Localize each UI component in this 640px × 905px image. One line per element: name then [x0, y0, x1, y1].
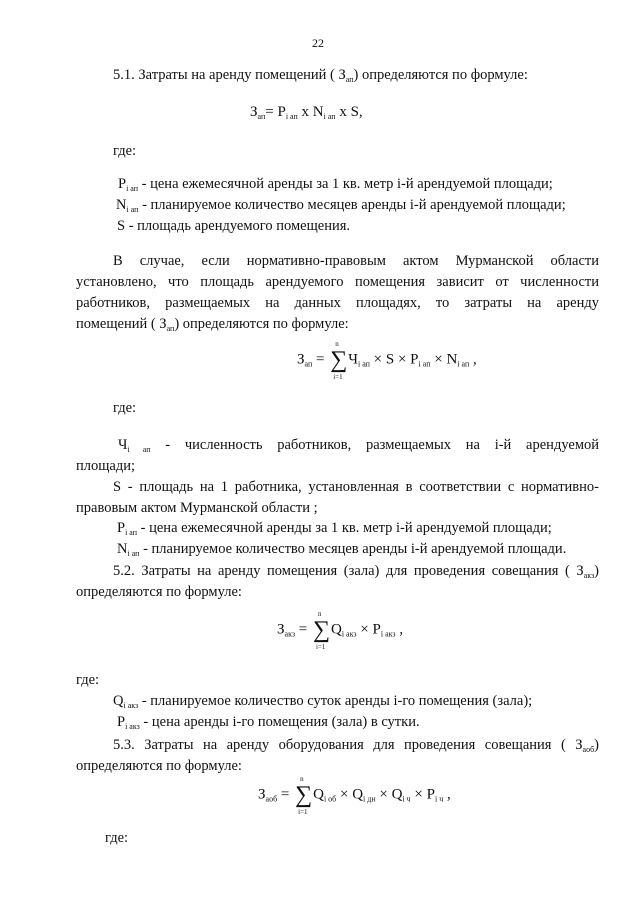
def-text: - цена ежемесячной аренды за 1 кв. метр i-й арендуемой площади;	[137, 520, 552, 536]
def-symbol: P	[118, 176, 127, 192]
formula-subscript: i ап	[323, 112, 336, 121]
sigma-glyph: ∑	[330, 347, 348, 373]
formula-3	[277, 610, 403, 650]
sum-symbol	[313, 610, 329, 650]
definition-s: S - площадь арендуемого помещения.	[117, 218, 351, 234]
paragraph-line: работников, размещаемых на данных площадях, то затраты на аренду	[76, 295, 599, 311]
heading-text-end: ) определяются по формуле:	[353, 67, 528, 83]
para-text-end: ) определяются по формуле:	[174, 316, 349, 332]
formula-part: × Q	[336, 786, 364, 803]
formula-symbol: З	[258, 786, 266, 803]
def-symbol: P	[117, 520, 126, 536]
def-subscript: i ап	[126, 205, 139, 214]
paragraph-line: установлено, что площадь арендуемого помещения зависит от численности	[76, 274, 599, 290]
formula-symbol: Q	[313, 786, 324, 803]
section-5-1-heading	[113, 66, 528, 89]
definition-p	[118, 175, 553, 198]
where-label: где:	[113, 143, 137, 159]
def-text: - планируемое количество суток аренды i-го помещения (зала);	[138, 693, 533, 709]
formula-1	[250, 104, 363, 121]
formula-4	[258, 775, 451, 815]
formula-subscript: акз	[284, 629, 296, 639]
sum-symbol	[330, 340, 346, 380]
formula-subscript: i об	[323, 794, 337, 804]
formula-part: = P	[265, 104, 286, 120]
para-subscript: ап	[166, 324, 175, 333]
section-5-3-cont: определяются по формуле:	[76, 758, 242, 774]
definition-q	[113, 692, 532, 715]
formula-subscript: i ап	[418, 359, 431, 369]
section-5-2-heading	[113, 562, 599, 585]
def-subscript: i ап	[127, 445, 151, 454]
sum-upper: n	[317, 610, 322, 618]
def-symbol: N	[117, 541, 128, 557]
def-text: - цена аренды i-го помещения (зала) в сутки.	[139, 714, 420, 730]
sum-lower: i=1	[333, 373, 343, 381]
heading-text-end: )	[594, 563, 599, 579]
formula-part: x S,	[335, 104, 363, 120]
sigma-glyph: ∑	[295, 782, 313, 808]
formula-subscript: i ап	[357, 359, 370, 369]
definition-n	[117, 540, 566, 563]
paragraph-line	[76, 315, 349, 338]
formula-part: ,	[443, 786, 451, 803]
definition-ch-cont: площади;	[76, 458, 136, 474]
formula-part: =	[312, 351, 325, 368]
formula-part: =	[277, 786, 290, 803]
formula-symbol: Q	[330, 621, 342, 638]
where-label-final: где:	[105, 830, 129, 846]
def-symbol: Q	[113, 693, 124, 709]
heading-text: 5.2. Затраты на аренду помещения (зала) для проведения совещания ( З	[113, 563, 584, 579]
formula-part: ,	[395, 621, 404, 638]
def-text: - численность работников, размещаемых на i-й арендуемой	[150, 437, 599, 453]
section-5-3-heading	[113, 736, 599, 759]
def-subscript: i ап	[126, 184, 139, 193]
formula-subscript: i акз	[341, 629, 357, 639]
formula-subscript: i дн	[363, 794, 376, 804]
definition-n	[116, 196, 566, 219]
formula-subscript: i ап	[285, 112, 298, 121]
where-label: где:	[113, 400, 137, 416]
def-text: - планируемое количество месяцев аренды i-й арендуемой площади;	[138, 197, 566, 213]
formula-2	[297, 340, 477, 380]
paragraph-line: В случае, если нормативно-правовым актом Мурманской области	[113, 253, 599, 269]
formula-part: × P	[410, 786, 435, 803]
formula-part: × N	[430, 351, 458, 368]
heading-text: 5.1. Затраты на аренду помещений ( З	[113, 67, 346, 83]
def-subscript: i акз	[125, 722, 140, 731]
formula-subscript: аоб	[265, 794, 278, 804]
definition-p	[117, 713, 420, 736]
def-text: - планируемое количество месяцев аренды i-й арендуемой площади.	[139, 541, 567, 557]
formula-subscript: i акз	[380, 629, 396, 639]
formula-part: =	[295, 621, 308, 638]
def-symbol: P	[117, 714, 126, 730]
formula-symbol: З	[277, 621, 285, 638]
sum-lower: i=1	[298, 808, 308, 816]
sigma-glyph: ∑	[312, 617, 331, 643]
formula-part: × Q	[375, 786, 403, 803]
formula-part: × S × P	[369, 351, 419, 368]
def-text: - цена ежемесячной аренды за 1 кв. метр i-й арендуемой площади;	[138, 176, 553, 192]
subscript: ап	[345, 75, 354, 84]
formula-symbol: З	[297, 351, 305, 368]
formula-part: x N	[297, 104, 324, 120]
formula-subscript: i ап	[457, 359, 470, 369]
page-number: 22	[312, 36, 324, 50]
formula-subscript: i ч	[434, 794, 444, 804]
section-5-2-cont: определяются по формуле:	[76, 584, 242, 600]
para-text: помещений ( З	[76, 316, 167, 332]
def-symbol: N	[116, 197, 127, 213]
formula-symbol: Ч	[348, 351, 358, 368]
heading-text-end: )	[594, 737, 599, 753]
sum-upper: n	[300, 775, 304, 783]
where-label: где:	[76, 672, 100, 688]
def-subscript: i ап	[127, 549, 140, 558]
subscript: аоб	[582, 745, 595, 754]
definition-s-line1: S - площадь на 1 работника, установленная в соответствии с нормативно-	[113, 479, 599, 495]
heading-text: 5.3. Затраты на аренду оборудования для проведения совещания ( З	[113, 737, 583, 753]
formula-part: ,	[469, 351, 477, 368]
sum-upper: n	[335, 340, 339, 348]
formula-part: × P	[356, 621, 381, 638]
formula-subscript: ап	[257, 112, 266, 121]
sum-symbol	[295, 775, 311, 815]
formula-symbol: З	[250, 104, 258, 120]
sum-lower: i=1	[315, 643, 326, 651]
formula-subscript: ап	[304, 359, 313, 369]
def-symbol: Ч	[118, 437, 128, 453]
definition-s-line2: правовым актом Мурманской области ;	[76, 500, 318, 516]
def-subscript: i акз	[123, 701, 139, 710]
def-subscript: i ап	[125, 528, 138, 537]
definition-ch	[118, 436, 599, 459]
subscript: акз	[583, 571, 595, 580]
formula-subscript: i ч	[402, 794, 411, 804]
definition-p	[117, 519, 552, 542]
